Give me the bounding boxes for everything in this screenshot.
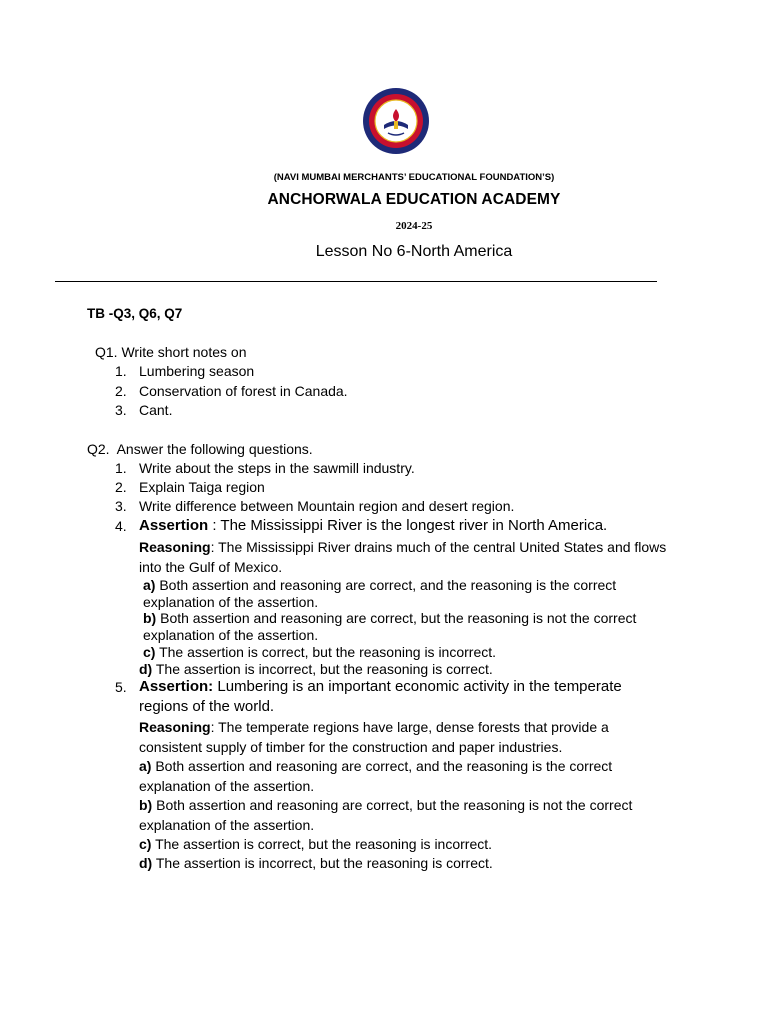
q1-item-number: 1. [115, 363, 127, 379]
option-c: c) The assertion is correct, but the reasoning is incorrect. [143, 644, 497, 660]
q1-item-number: 2. [115, 383, 127, 399]
lesson-title: Lesson No 6-North America [315, 243, 513, 260]
q2-item-number: 1. [115, 460, 127, 476]
q2-item-number: 2. [115, 479, 127, 495]
q2-item-text: Write difference between Mountain region and desert region. [139, 498, 515, 514]
assertion-label: Assertion: [139, 678, 214, 695]
question-2-title: Q2. Answer the following questions. [87, 441, 313, 457]
option-a: a) Both assertion and reasoning are correct, and the reasoning is the correct explanation of the assertion. [139, 758, 613, 794]
reasoning-5 [139, 718, 674, 757]
q1-item-number: 3. [115, 402, 127, 418]
q1-item-text: Conservation of forest in Canada. [139, 383, 348, 399]
question-1-title: Q1. Write short notes on [95, 344, 247, 360]
q1-item-text: Lumbering season [139, 363, 255, 379]
header-divider [55, 281, 657, 282]
assertion-text: : The Mississippi River is the longest river in North America. [208, 517, 608, 534]
q2-item-text: Write about the steps in the sawmill industry. [139, 460, 415, 476]
assertion-label: Assertion [139, 517, 209, 534]
option-d: d) The assertion is incorrect, but the reasoning is correct. [139, 855, 493, 871]
q2-item-number: 4. [115, 518, 127, 534]
option-c: c) The assertion is correct, but the reasoning is incorrect. [139, 836, 493, 852]
reasoning-label: Reasoning [139, 719, 211, 735]
school-logo [362, 87, 430, 155]
assertion-text: Lumbering is an important economic activity in the temperate regions of the world. [139, 678, 622, 715]
option-a: a) Both assertion and reasoning are correct, and the reasoning is the correct explanation of the assertion. [143, 577, 617, 610]
reasoning-4 [139, 538, 679, 577]
academy-name: ANCHORWALA EDUCATION ACADEMY [267, 191, 561, 208]
assertion-5 [139, 677, 639, 717]
textbook-questions: TB -Q3, Q6, Q7 [87, 306, 183, 321]
option-d: d) The assertion is incorrect, but the reasoning is correct. [139, 661, 493, 677]
q2-item-number: 3. [115, 498, 127, 514]
q2-item-text: Explain Taiga region [139, 479, 265, 495]
reasoning-label: Reasoning [139, 539, 211, 555]
academic-year: 2024-25 [395, 220, 433, 232]
reasoning-text: : The temperate regions have large, dense forests that provide a consistent supply of timber for the construction and paper industries. [139, 719, 609, 755]
option-b: b) Both assertion and reasoning are correct, but the reasoning is not the correct explanation of the assertion. [143, 610, 637, 643]
q2-item-number: 5. [115, 679, 127, 695]
option-b: b) Both assertion and reasoning are correct, but the reasoning is not the correct explanation of the assertion. [139, 797, 633, 833]
reasoning-text: : The Mississippi River drains much of the central United States and flows into the Gulf of Mexico. [139, 539, 667, 575]
assertion-4 [139, 517, 607, 534]
foundation-name: (NAVI MUMBAI MERCHANTS’ EDUCATIONAL FOUNDATION’S) [273, 172, 555, 183]
q1-item-text: Cant. [139, 402, 173, 418]
